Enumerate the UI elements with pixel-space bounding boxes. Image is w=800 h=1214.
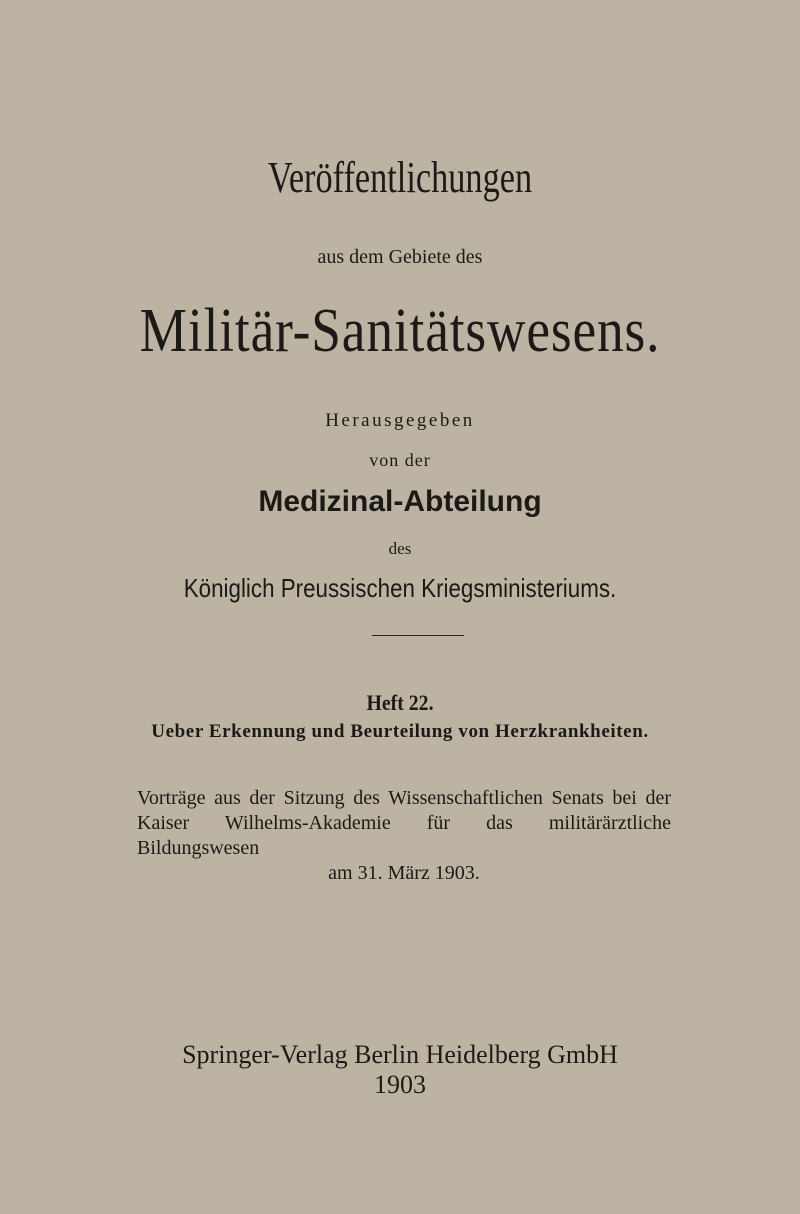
editor-ministry: Königlich Preussischen Kriegsministeriums. [183,573,617,603]
lectures-line-2: Kaiser Wilhelms-Akademie für das militärärztliche Bildungswesen [137,812,671,859]
issue-title: Ueber Erkennung und Beurteilung von Herzkrankheiten. [151,721,649,742]
divider-rule [372,635,464,636]
editor-von: von der [369,450,431,470]
issue-number: Heft 22. [366,690,434,715]
editor-department: Medizinal-Abteilung [258,485,542,518]
editor-label: Herausgegeben [325,410,475,431]
editor-des: des [388,539,412,558]
publisher-name: Springer-Verlag Berlin Heidelberg GmbH [182,1040,618,1069]
lectures-line-3: am 31. März 1903. [328,862,480,884]
lectures-line-1: Vorträge aus der Sitzung des Wissenschaftlichen Senats bei der [137,787,671,809]
series-title: Veröffentlichungen [267,153,533,202]
lectures-description [137,786,671,886]
series-main-title: Militär-Sanitätswesens. [139,297,661,365]
publication-year: 1903 [374,1070,426,1099]
series-connector: aus dem Gebiete des [317,246,483,268]
